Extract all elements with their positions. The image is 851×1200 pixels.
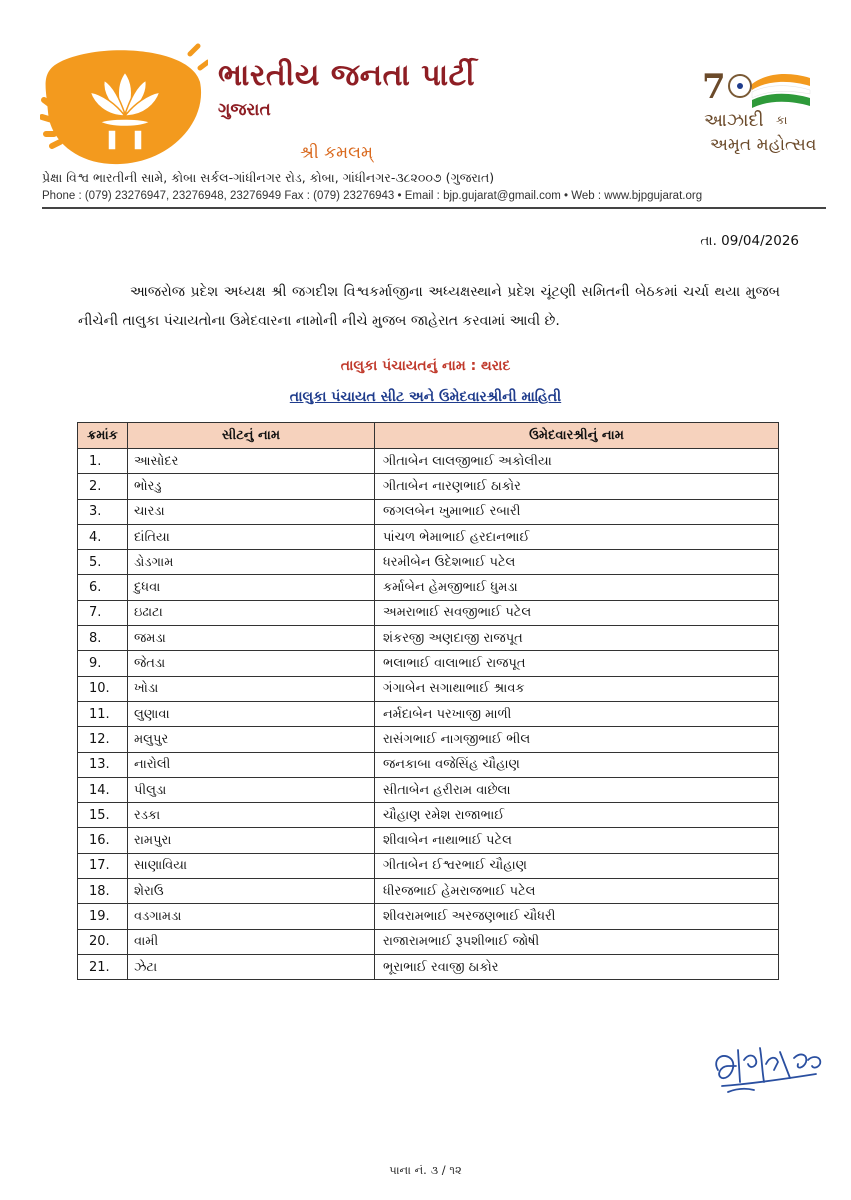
candidate-name-cell: સીતાબેન હરીરામ વાછેલા	[375, 777, 779, 802]
seat-name-cell: લુણાવા	[128, 701, 375, 726]
candidate-name-cell: પાંચળ ભેમાભાઈ હરદાનભાઈ	[375, 524, 779, 549]
header-candidate: ઉમેદવારશ્રીનું નામ	[375, 423, 779, 449]
serial-cell: 5.	[78, 550, 128, 575]
table-row	[78, 651, 779, 676]
seat-name-cell: મલુપુર	[128, 727, 375, 752]
header-seat: સીટનું નામ	[128, 423, 375, 449]
table-row	[78, 929, 779, 954]
seat-name-cell: નારોલી	[128, 752, 375, 777]
seat-name-cell: ડોડગામ	[128, 550, 375, 575]
serial-cell: 4.	[78, 524, 128, 549]
serial-cell: 3.	[78, 499, 128, 524]
header-divider	[42, 207, 826, 209]
bjp-lotus-logo-icon	[40, 42, 208, 172]
seat-name-cell: ખોડા	[128, 676, 375, 701]
seat-name-cell: દુધવા	[128, 575, 375, 600]
header-serial: ક્રમાંક	[78, 423, 128, 449]
seat-name-cell: આસોદર	[128, 449, 375, 474]
serial-cell: 9.	[78, 651, 128, 676]
table-row	[78, 954, 779, 979]
address-line: પ્રેક્ષા વિશ્વ ભારતીની સામે, કોબા સર્કલ-ગાંધીનગર રોડ, કોબા, ગાંધીનગર-૩૮૨૦૦૭ (ગુજરાત)	[42, 170, 495, 185]
seat-name-cell: ભોરડુ	[128, 474, 375, 499]
seat-name-cell: રામપુરા	[128, 828, 375, 853]
seat-name-cell: રડકા	[128, 803, 375, 828]
page-number: પાના નં. ૩ / ૧૨	[389, 1163, 462, 1177]
serial-cell: 7.	[78, 600, 128, 625]
table-row	[78, 777, 779, 802]
serial-cell: 2.	[78, 474, 128, 499]
candidate-name-cell: શીવરામભાઈ અરજણભાઈ ચૌધરી	[375, 904, 779, 929]
table-row	[78, 803, 779, 828]
table-row	[78, 474, 779, 499]
contact-line: Phone : (079) 23276947, 23276948, 23276949 Fax : (079) 23276943 • Email : bjp.gujarat@gmail.com • Web : www.bjpgujarat.org	[42, 190, 703, 202]
serial-cell: 21.	[78, 954, 128, 979]
candidate-name-cell: ધરમીબેન ઉદેશભાઈ પટેલ	[375, 550, 779, 575]
seat-name-cell: વામી	[128, 929, 375, 954]
serial-cell: 12.	[78, 727, 128, 752]
table-header-row	[78, 423, 779, 449]
serial-cell: 18.	[78, 879, 128, 904]
candidate-name-cell: નર્મદાબેન પરખાજી માળી	[375, 701, 779, 726]
serial-cell: 20.	[78, 929, 128, 954]
candidate-name-cell: શીવાબેન નાથાભાઈ પટેલ	[375, 828, 779, 853]
seat-name-cell: ઇઢાટા	[128, 600, 375, 625]
candidate-name-cell: ચૌહાણ રમેશ રાજાભાઈ	[375, 803, 779, 828]
amrit-ka: કા	[776, 113, 788, 127]
handwritten-signature-icon	[708, 1030, 828, 1105]
candidate-name-cell: ભલાભાઈ વાલાભાઈ રાજપૂત	[375, 651, 779, 676]
serial-cell: 14.	[78, 777, 128, 802]
table-title: તાલુકા પંચાયત સીટ અને ઉમેદવારશ્રીની માહિતી	[289, 389, 562, 405]
candidates-table	[77, 422, 779, 980]
svg-text:7: 7	[702, 67, 726, 107]
table-row	[78, 550, 779, 575]
candidate-name-cell: શંકરજી અણદાજી રાજપૂત	[375, 626, 779, 651]
table-row	[78, 575, 779, 600]
table-row	[78, 524, 779, 549]
taluka-title: તાલુકા પંચાયતનું નામ : થરાદ	[340, 358, 511, 374]
seat-name-cell: જમડા	[128, 626, 375, 651]
table-row	[78, 904, 779, 929]
serial-cell: 17.	[78, 853, 128, 878]
serial-cell: 19.	[78, 904, 128, 929]
seat-name-cell: દાંતિયા	[128, 524, 375, 549]
table-row	[78, 600, 779, 625]
seat-name-cell: સાણાવિયા	[128, 853, 375, 878]
table-row	[78, 499, 779, 524]
seat-name-cell: ઝેટા	[128, 954, 375, 979]
seat-name-cell: પીલુડા	[128, 777, 375, 802]
org-tagline: શ્રી કમલમ્	[300, 143, 373, 163]
candidate-name-cell: ગીતાબેન નારણભાઈ ઠાકોર	[375, 474, 779, 499]
candidate-name-cell: જગલબેન ખુમાભાઈ રબારી	[375, 499, 779, 524]
azadi-ka-amrit-mahotsav-logo-icon	[698, 62, 816, 158]
table-row	[78, 701, 779, 726]
table-row	[78, 879, 779, 904]
candidate-name-cell: ગીતાબેન લાલજીભાઈ અકોલીયા	[375, 449, 779, 474]
table-row	[78, 828, 779, 853]
serial-cell: 13.	[78, 752, 128, 777]
serial-cell: 10.	[78, 676, 128, 701]
candidate-name-cell: ધીરજભાઈ હેમરાજભાઈ પટેલ	[375, 879, 779, 904]
table-row	[78, 626, 779, 651]
table-row	[78, 449, 779, 474]
amrit-line2: અમૃત મહોત્સવ	[710, 135, 816, 155]
candidate-name-cell: રાજારામભાઈ રૂપશીભાઈ જોષી	[375, 929, 779, 954]
intro-paragraph: આજરોજ પ્રદેશ અધ્યક્ષ શ્રી જગદીશ વિશ્વકર્માજીના અધ્યક્ષસ્થાને પ્રદેશ ચૂંટણી સમિતની બેઠકમાં ચર્ચા થયા મુજબ નીચેની તાલુકા પંચાયતોના ઉમેદવારના નામોની નીચે મુજબ જાહેરાત કરવામાં આવી છે.	[78, 284, 780, 329]
candidate-name-cell: રાસંગભાઈ નાગજીભાઈ ભીલ	[375, 727, 779, 752]
serial-cell: 6.	[78, 575, 128, 600]
table-row	[78, 676, 779, 701]
table-row	[78, 853, 779, 878]
candidate-name-cell: ભૂરાભાઈ રવાજી ઠાકોર	[375, 954, 779, 979]
serial-cell: 11.	[78, 701, 128, 726]
table-row	[78, 752, 779, 777]
candidate-name-cell: ગંગાબેન સગાથાભાઈ શ્રાવક	[375, 676, 779, 701]
candidate-name-cell: ગીતાબેન ઈશ્વરભાઈ ચૌહાણ	[375, 853, 779, 878]
table-row	[78, 727, 779, 752]
seat-name-cell: જેતડા	[128, 651, 375, 676]
amrit-line1: આઝાદી	[704, 110, 764, 131]
candidate-name-cell: કર્માબેન હેમજીભાઈ ધુમડા	[375, 575, 779, 600]
candidate-name-cell: અમરાભાઈ સવજીભાઈ પટેલ	[375, 600, 779, 625]
serial-cell: 15.	[78, 803, 128, 828]
seat-name-cell: શેરાઉ	[128, 879, 375, 904]
seat-name-cell: ચારડા	[128, 499, 375, 524]
seat-name-cell: વડગામડા	[128, 904, 375, 929]
document-date: તા. 09/04/2026	[700, 233, 799, 249]
serial-cell: 16.	[78, 828, 128, 853]
org-state: ગુજરાત	[218, 100, 271, 120]
candidate-name-cell: જનકાબા વજેસિંહ ચૌહાણ	[375, 752, 779, 777]
serial-cell: 1.	[78, 449, 128, 474]
serial-cell: 8.	[78, 626, 128, 651]
org-name: ભારતીય જનતા પાર્ટી	[218, 58, 476, 93]
